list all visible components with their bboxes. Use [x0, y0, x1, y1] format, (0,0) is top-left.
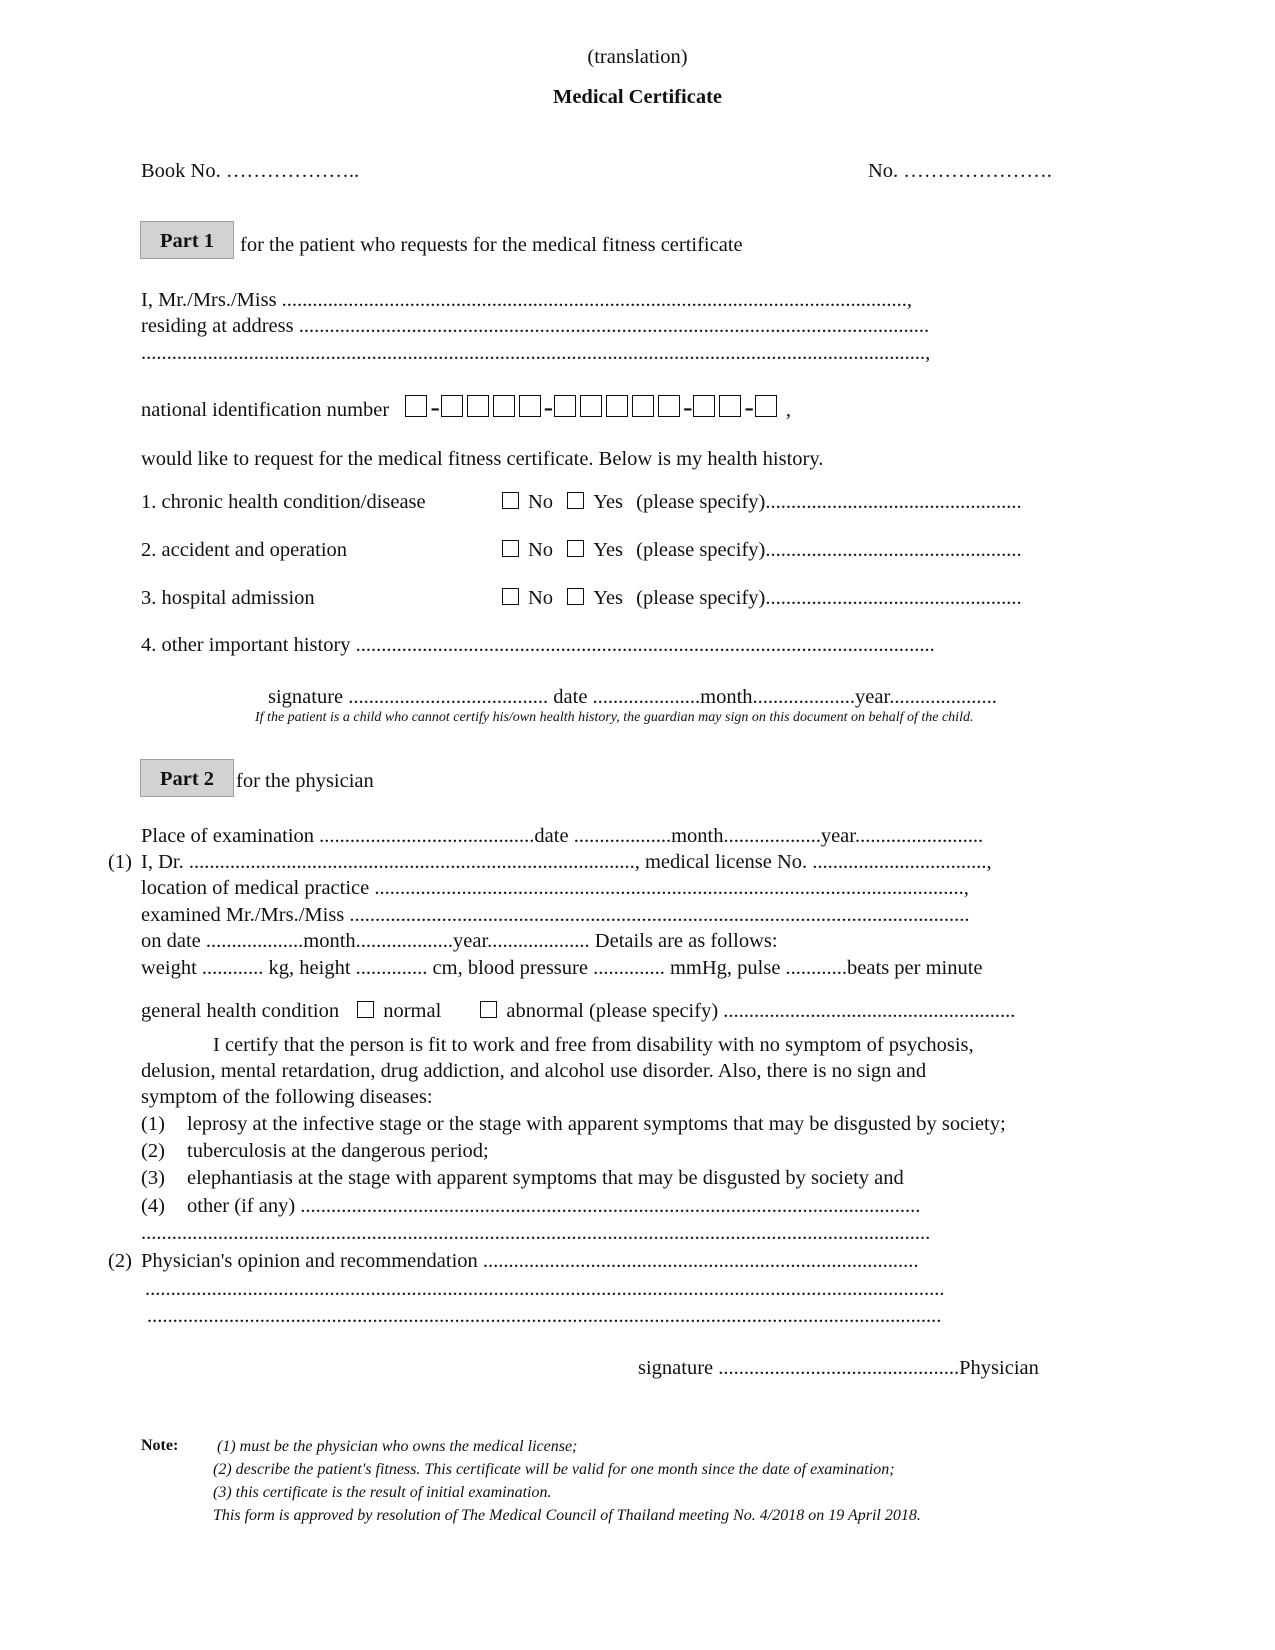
other-disease-field-cont[interactable]: .......................................................................................................................................................... — [141, 1222, 931, 1244]
translation-label: (translation) — [587, 46, 688, 68]
general-health-label: general health condition — [141, 1000, 340, 1022]
practice-location-field[interactable]: location of medical practice ..................................................................................................................., — [141, 877, 969, 899]
disease-text: leprosy at the infective stage or the stage with apparent symptoms that may be disgusted by society; — [187, 1113, 1006, 1135]
yes-checkbox[interactable] — [567, 588, 584, 605]
certify-text-line3: symptom of the following diseases: — [141, 1086, 433, 1108]
id-digit-box[interactable] — [405, 395, 427, 417]
disease-number: (3) — [141, 1167, 165, 1189]
part2-badge: Part 2 — [140, 759, 234, 797]
physician-opinion-field[interactable]: Physician's opinion and recommendation ..................................................................................... — [141, 1250, 919, 1272]
guardian-note: If the patient is a child who cannot certify his/own health history, the guardian may sign on this document on behalf of the child. — [255, 710, 974, 725]
no-checkbox[interactable] — [502, 492, 519, 509]
request-statement: would like to request for the medical fitness certificate. Below is my health history. — [141, 448, 824, 470]
id-digit-box[interactable] — [493, 395, 515, 417]
certify-text-line1: I certify that the person is fit to work and free from disability with no symptom of psychosis, — [213, 1034, 974, 1056]
normal-checkbox[interactable] — [357, 1001, 374, 1018]
part1-caption: for the patient who requests for the medical fitness certificate — [240, 234, 743, 256]
disease-number: (2) — [141, 1140, 165, 1162]
certificate-number: No. …………………. — [868, 160, 1052, 182]
id-digit-box[interactable] — [693, 395, 715, 417]
history-item-options: No Yes (please specify).................................................. — [502, 537, 1022, 563]
note-marker-1: (1) — [108, 851, 132, 873]
patient-signature-line[interactable]: signature ....................................... date .....................month....................year..................... — [268, 686, 997, 708]
page-title: Medical Certificate — [552, 86, 723, 108]
abnormal-specify-field[interactable]: abnormal (please specify) ......................................................... — [506, 1000, 1016, 1022]
physician-name-license-field[interactable]: I, Dr. ......................................................................................., medical license No. .................................., — [141, 851, 992, 873]
patient-address-field[interactable]: residing at address ........................................................................................................................... — [141, 315, 930, 337]
vitals-field[interactable]: weight ............ kg, height .............. cm, blood pressure .............. mmHg, pulse ............beats per minute — [141, 957, 983, 979]
specify-field[interactable]: (please specify).................................................. — [636, 539, 1022, 561]
national-id-label: national identification number — [141, 399, 390, 421]
history-item-label: 1. chronic health condition/disease — [141, 491, 426, 513]
book-number: Book No. ……………….. — [141, 160, 360, 182]
note-label: Note: — [141, 1437, 179, 1454]
note-item: (3) this certificate is the result of initial examination. — [213, 1484, 552, 1501]
exam-date-field[interactable]: on date ...................month...................year.................... Details are as follows: — [141, 930, 778, 952]
note-item: (2) describe the patient's fitness. This certificate will be valid for one month since the date of examination; — [213, 1461, 895, 1478]
history-item-label: 3. hospital admission — [141, 587, 315, 609]
yes-checkbox[interactable] — [567, 540, 584, 557]
abnormal-checkbox[interactable] — [480, 1001, 497, 1018]
history-item-label: 2. accident and operation — [141, 539, 348, 561]
patient-name-field[interactable]: I, Mr./Mrs./Miss .........................................................................................................................., — [141, 289, 913, 311]
specify-field[interactable]: (please specify).................................................. — [636, 491, 1022, 513]
exam-place-date-field[interactable]: Place of examination ..........................................date ...................month...................year......................... — [141, 825, 984, 847]
id-digit-box[interactable] — [632, 395, 654, 417]
disease-number: (1) — [141, 1113, 165, 1135]
other-disease-field[interactable]: other (if any) ......................................................................................................................... — [187, 1195, 921, 1217]
physician-opinion-field-cont[interactable]: ............................................................................................................................................................ — [145, 1278, 945, 1300]
approval-note: This form is approved by resolution of The Medical Council of Thailand meeting No. 4/2018 on 19 April 2018. — [213, 1507, 921, 1524]
no-checkbox[interactable] — [502, 588, 519, 605]
part2-caption: for the physician — [236, 770, 374, 792]
patient-address-field-cont[interactable]: ........................................................................................................................................................., — [141, 342, 931, 364]
certify-text-line2: delusion, mental retardation, drug addiction, and alcohol use disorder. Also, there is no sign and — [141, 1060, 927, 1082]
yes-checkbox[interactable] — [567, 492, 584, 509]
specify-field[interactable]: (please specify).................................................. — [636, 587, 1022, 609]
part1-badge: Part 1 — [140, 221, 234, 259]
national-id-boxes[interactable]: - - - - — [405, 397, 785, 419]
id-digit-box[interactable] — [719, 395, 741, 417]
id-digit-box[interactable] — [580, 395, 602, 417]
general-health-row: general health condition normal abnormal (please specify) ......................................................... — [141, 1000, 1016, 1022]
id-digit-box[interactable] — [441, 395, 463, 417]
national-id-row: national identification number - - - - , — [141, 392, 792, 423]
examined-person-field[interactable]: examined Mr./Mrs./Miss ......................................................................................................................... — [141, 904, 970, 926]
id-digit-box[interactable] — [554, 395, 576, 417]
physician-opinion-field-cont[interactable]: ........................................................................................................................................................... — [147, 1305, 942, 1327]
id-digit-box[interactable] — [519, 395, 541, 417]
disease-number: (4) — [141, 1195, 165, 1217]
disease-text: elephantiasis at the stage with apparent symptoms that may be disgusted by society and — [187, 1167, 904, 1189]
other-history-field[interactable]: 4. other important history ................................................................................................................. — [141, 634, 935, 656]
id-digit-box[interactable] — [755, 395, 777, 417]
id-digit-box[interactable] — [606, 395, 628, 417]
id-digit-box[interactable] — [467, 395, 489, 417]
no-checkbox[interactable] — [502, 540, 519, 557]
physician-signature-line[interactable]: signature ...............................................Physician — [638, 1357, 1039, 1379]
disease-text: tuberculosis at the dangerous period; — [187, 1140, 489, 1162]
history-item-options: No Yes (please specify).................................................. — [502, 489, 1022, 515]
note-item: (1) must be the physician who owns the medical license; — [217, 1438, 578, 1455]
id-digit-box[interactable] — [658, 395, 680, 417]
note-marker-2: (2) — [108, 1250, 132, 1272]
history-item-options: No Yes (please specify).................................................. — [502, 585, 1022, 611]
